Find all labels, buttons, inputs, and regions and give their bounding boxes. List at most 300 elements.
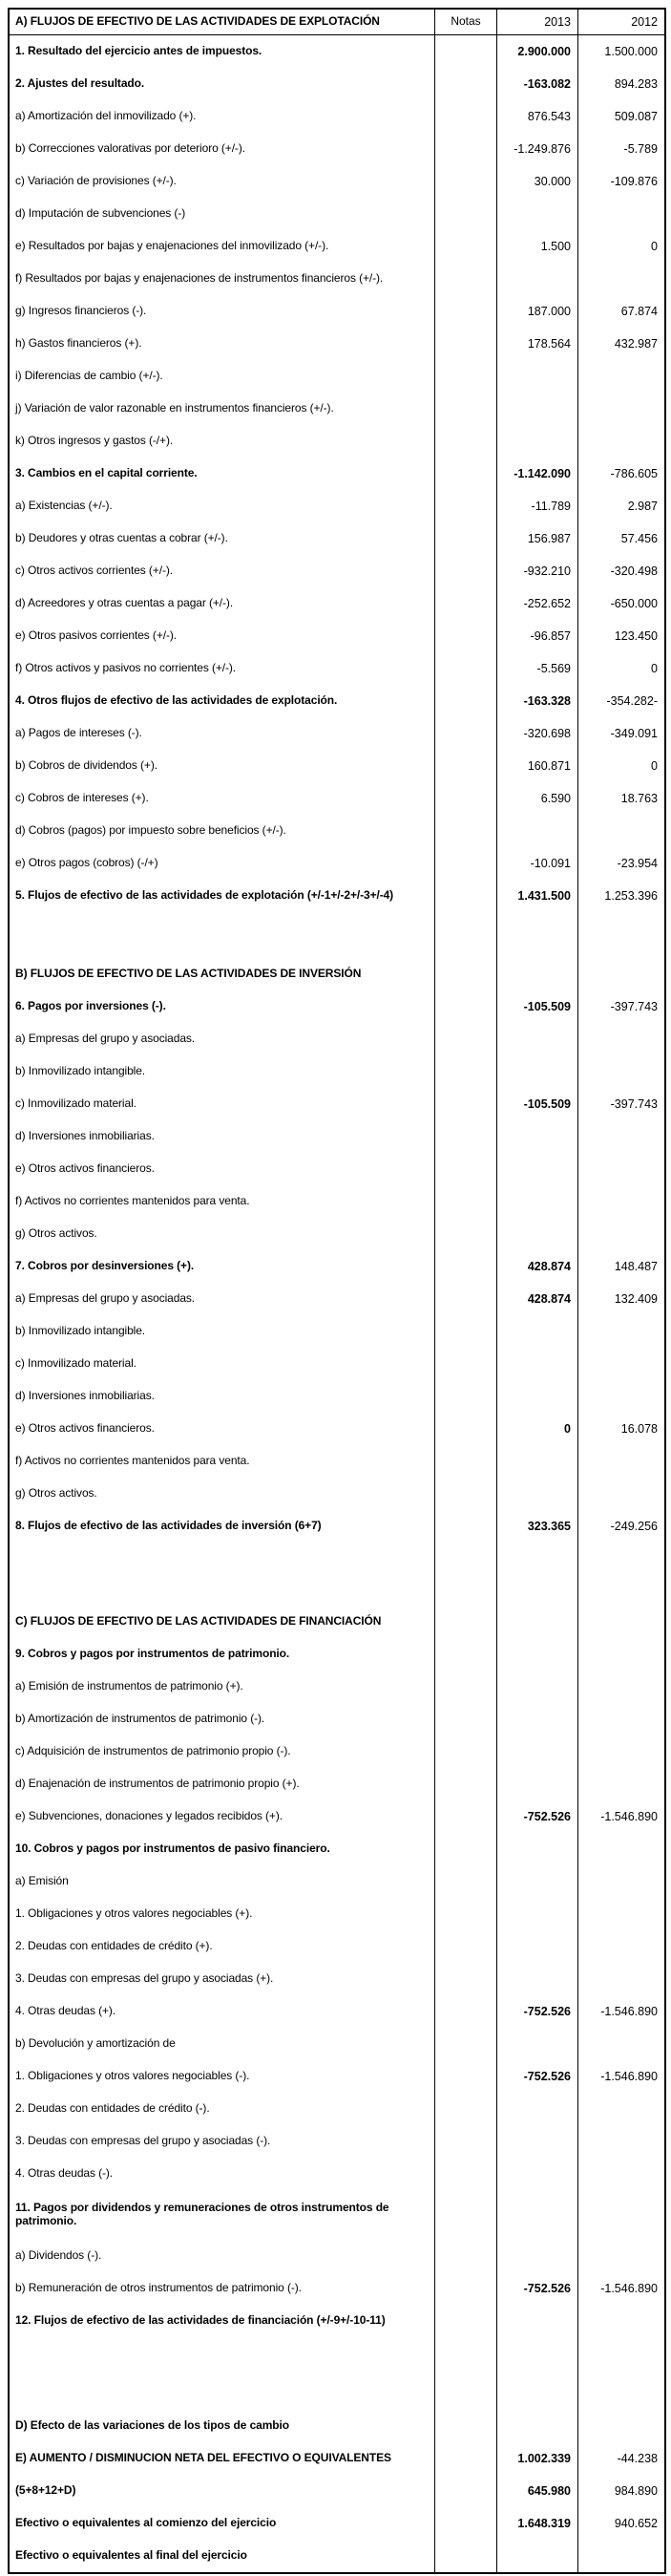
value-2013: 645.980 <box>497 2475 578 2507</box>
value-2013 <box>497 1380 578 1413</box>
value-2013 <box>497 2190 578 2240</box>
value-2012: -786.605 <box>610 466 658 480</box>
value-2012: 57.456 <box>620 531 658 545</box>
value-2013 <box>497 2028 578 2060</box>
row-label: e) Otros activos financieros. <box>10 1413 435 1445</box>
value-2012 <box>578 360 664 393</box>
row-label: e) Otros pasivos corrientes (+/-). <box>10 620 435 652</box>
notas-cell <box>435 2060 497 2093</box>
notas-cell <box>435 587 497 620</box>
value-2012: 1.500.000 <box>604 44 658 58</box>
notas-cell <box>435 458 497 490</box>
row-label: e) Otros pagos (cobros) (-/+) <box>10 847 435 880</box>
row-label: b) Inmovilizado intangible. <box>10 1055 435 1088</box>
table-row <box>10 1120 664 1153</box>
table-row <box>10 2240 664 2272</box>
value-2012 <box>578 1865 664 1898</box>
value-2013 <box>497 958 578 990</box>
notas-cell <box>435 2158 497 2190</box>
row-label: b) Cobros de dividendos (+). <box>10 750 435 782</box>
value-2013: 156.987 <box>497 522 578 555</box>
row-label: d) Cobros (pagos) por impuesto sobre beneficios (+/-). <box>10 815 435 847</box>
value-2012 <box>578 1638 664 1671</box>
value-2013 <box>497 263 578 295</box>
notas-cell <box>435 880 497 912</box>
table-row <box>10 1478 664 1510</box>
row-label: 1. Obligaciones y otros valores negociables (-). <box>10 2060 435 2093</box>
row-label <box>10 2374 435 2410</box>
table-row <box>10 1413 664 1445</box>
table-row <box>10 360 664 393</box>
notas-cell <box>435 1120 497 1153</box>
value-2013: 323.365 <box>497 1510 578 1543</box>
row-label: 2. Deudas con entidades de crédito (-). <box>10 2093 435 2125</box>
value-2012 <box>578 1348 664 1380</box>
spacer-row <box>10 1574 664 1606</box>
value-2013: -105.509 <box>497 990 578 1023</box>
notas-cell <box>435 35 497 68</box>
notas-cell <box>435 2337 497 2374</box>
table-row <box>10 35 664 68</box>
notas-cell <box>435 198 497 230</box>
value-2013 <box>497 1153 578 1185</box>
notas-cell <box>435 2507 497 2540</box>
notas-cell <box>435 685 497 717</box>
row-label: 11. Pagos por dividendos y remuneraciones de otros instrumentos de patrimonio. <box>10 2190 435 2240</box>
value-2012: -23.954 <box>617 856 658 870</box>
notas-cell <box>435 2475 497 2507</box>
value-2012: -44.238 <box>617 2451 658 2465</box>
row-label: 4. Otras deudas (+). <box>10 1995 435 2028</box>
value-2012 <box>578 425 664 458</box>
notas-cell <box>435 295 497 328</box>
notas-cell <box>435 620 497 652</box>
notas-cell <box>435 2240 497 2272</box>
value-2012 <box>578 1671 664 1703</box>
value-2013: 178.564 <box>497 328 578 360</box>
value-2012 <box>578 1963 664 1995</box>
notas-cell <box>435 1995 497 2028</box>
table-row <box>10 2507 664 2540</box>
notas-cell <box>435 100 497 133</box>
notas-cell <box>435 2028 497 2060</box>
notas-cell <box>435 1023 497 1055</box>
notas-cell <box>435 230 497 263</box>
value-2013: 6.590 <box>497 782 578 815</box>
table-row <box>10 1348 664 1380</box>
row-label: c) Variación de provisiones (+/-). <box>10 165 435 198</box>
value-2013 <box>497 1218 578 1250</box>
value-2012 <box>578 2028 664 2060</box>
value-2013 <box>497 2410 578 2442</box>
notas-cell <box>435 1445 497 1478</box>
value-2013 <box>497 2125 578 2158</box>
value-2013 <box>497 2540 578 2572</box>
notas-cell <box>435 1833 497 1865</box>
value-2012: 432.987 <box>614 336 658 351</box>
row-label: f) Otros activos y pasivos no corrientes (+/-). <box>10 652 435 685</box>
row-label: e) Resultados por bajas y enajenaciones del inmovilizado (+/-). <box>10 230 435 263</box>
value-2013: -96.857 <box>497 620 578 652</box>
row-label: e) Otros activos financieros. <box>10 1153 435 1185</box>
value-2013 <box>497 360 578 393</box>
notas-cell <box>435 2374 497 2410</box>
value-2012: -320.498 <box>610 564 658 578</box>
row-label: 2. Deudas con entidades de crédito (+). <box>10 1930 435 1963</box>
row-label: 1. Obligaciones y otros valores negociables (+). <box>10 1898 435 1930</box>
value-2012 <box>578 1735 664 1768</box>
notas-cell <box>435 1671 497 1703</box>
table-row <box>10 1930 664 1963</box>
value-2013: -10.091 <box>497 847 578 880</box>
table-row <box>10 1833 664 1865</box>
col-header-2012: 2012 <box>631 14 658 29</box>
row-label: d) Imputación de subvenciones (-) <box>10 198 435 230</box>
table-row <box>10 815 664 847</box>
value-2012: 1.253.396 <box>604 888 658 903</box>
table-row <box>10 2190 664 2240</box>
value-2012 <box>578 1445 664 1478</box>
table-row <box>10 1315 664 1348</box>
table-row <box>10 990 664 1023</box>
value-2012: 0 <box>651 239 658 253</box>
col-header-notas: Notas <box>435 10 497 34</box>
value-2012: 67.874 <box>620 304 658 318</box>
table-row <box>10 2158 664 2190</box>
notas-cell <box>435 847 497 880</box>
notas-cell <box>435 1510 497 1543</box>
notas-cell <box>435 2540 497 2572</box>
notas-cell <box>435 1055 497 1088</box>
row-label: a) Amortización del inmovilizado (+). <box>10 100 435 133</box>
notas-cell <box>435 1315 497 1348</box>
value-2013 <box>497 1120 578 1153</box>
value-2013 <box>497 2305 578 2337</box>
value-2013: -105.509 <box>497 1088 578 1120</box>
notas-cell <box>435 1606 497 1638</box>
value-2012 <box>578 1120 664 1153</box>
notas-cell <box>435 263 497 295</box>
value-2013 <box>497 1638 578 1671</box>
row-label: 1. Resultado del ejercicio antes de impuestos. <box>10 35 435 68</box>
value-2013: 1.500 <box>497 230 578 263</box>
table-row <box>10 68 664 100</box>
value-2013: 1.002.339 <box>497 2442 578 2475</box>
value-2013: -252.652 <box>497 587 578 620</box>
row-label: d) Inversiones inmobiliarias. <box>10 1120 435 1153</box>
table-row <box>10 1995 664 2028</box>
table-row <box>10 847 664 880</box>
table-row <box>10 1735 664 1768</box>
value-2013: 0 <box>497 1413 578 1445</box>
table-row <box>10 100 664 133</box>
notas-cell <box>435 1768 497 1800</box>
row-label: b) Correcciones valorativas por deterioro (+/-). <box>10 133 435 165</box>
row-label: c) Otros activos corrientes (+/-). <box>10 555 435 587</box>
row-label: a) Empresas del grupo y asociadas. <box>10 1023 435 1055</box>
table-row <box>10 2410 664 2442</box>
notas-cell <box>435 1348 497 1380</box>
row-label: b) Devolución y amortización de <box>10 2028 435 2060</box>
notas-cell <box>435 1478 497 1510</box>
value-2013: 30.000 <box>497 165 578 198</box>
table-row <box>10 2125 664 2158</box>
notas-cell <box>435 1735 497 1768</box>
notas-cell <box>435 425 497 458</box>
col-header-2013: 2013 <box>497 10 578 34</box>
value-2012: 16.078 <box>620 1421 658 1436</box>
value-2013 <box>497 2093 578 2125</box>
row-label: e) Subvenciones, donaciones y legados recibidos (+). <box>10 1800 435 1833</box>
table-row <box>10 2028 664 2060</box>
value-2012: 2.987 <box>627 499 658 513</box>
table-row <box>10 133 664 165</box>
value-2012 <box>578 263 664 295</box>
value-2013 <box>497 1185 578 1218</box>
table-row <box>10 1185 664 1218</box>
table-row <box>10 587 664 620</box>
value-2012: -1.546.890 <box>600 2004 658 2018</box>
table-row <box>10 1153 664 1185</box>
value-2013 <box>497 1865 578 1898</box>
row-label: 5. Flujos de efectivo de las actividades de explotación (+/-1+/-2+/-3+/-4) <box>10 880 435 912</box>
table-row <box>10 1671 664 1703</box>
row-label: 4. Otros flujos de efectivo de las actividades de explotación. <box>10 685 435 717</box>
row-label: E) AUMENTO / DISMINUCION NETA DEL EFECTIVO O EQUIVALENTES <box>10 2442 435 2475</box>
table-header-row <box>10 10 664 35</box>
value-2012: -249.256 <box>610 1519 658 1533</box>
value-2013 <box>497 2374 578 2410</box>
row-label: h) Gastos financieros (+). <box>10 328 435 360</box>
notas-cell <box>435 1088 497 1120</box>
notas-cell <box>435 393 497 425</box>
section-a-title: A) FLUJOS DE EFECTIVO DE LAS ACTIVIDADES DE EXPLOTACIÓN <box>10 10 435 34</box>
table-row <box>10 1606 664 1638</box>
table-row <box>10 295 664 328</box>
value-2013 <box>497 1348 578 1380</box>
notas-cell <box>435 1283 497 1315</box>
row-label: i) Diferencias de cambio (+/-). <box>10 360 435 393</box>
row-label: 10. Cobros y pagos por instrumentos de pasivo financiero. <box>10 1833 435 1865</box>
row-label: d) Enajenación de instrumentos de patrimonio propio (+). <box>10 1768 435 1800</box>
table-row <box>10 1055 664 1088</box>
value-2012: -397.743 <box>610 999 658 1013</box>
table-row <box>10 490 664 522</box>
notas-cell <box>435 1413 497 1445</box>
spacer-row <box>10 1543 664 1574</box>
value-2012 <box>578 1930 664 1963</box>
row-label: g) Otros activos. <box>10 1218 435 1250</box>
notas-cell <box>435 2305 497 2337</box>
value-2013: 428.874 <box>497 1250 578 1283</box>
table-row <box>10 198 664 230</box>
value-2013 <box>497 198 578 230</box>
value-2013 <box>497 425 578 458</box>
row-label: c) Cobros de intereses (+). <box>10 782 435 815</box>
notas-cell <box>435 133 497 165</box>
table-row <box>10 1250 664 1283</box>
row-label: c) Inmovilizado material. <box>10 1088 435 1120</box>
notas-cell <box>435 652 497 685</box>
notas-cell <box>435 782 497 815</box>
row-label: (5+8+12+D) <box>10 2475 435 2507</box>
value-2013: -11.789 <box>497 490 578 522</box>
value-2013 <box>497 1543 578 1574</box>
value-2013 <box>497 2240 578 2272</box>
value-2013: -752.526 <box>497 1995 578 2028</box>
value-2013: -752.526 <box>497 1800 578 1833</box>
value-2012 <box>578 1023 664 1055</box>
table-row <box>10 880 664 912</box>
table-row <box>10 230 664 263</box>
row-label: g) Ingresos financieros (-). <box>10 295 435 328</box>
table-row <box>10 652 664 685</box>
table-row <box>10 2540 664 2572</box>
notas-cell <box>435 1898 497 1930</box>
table-row <box>10 555 664 587</box>
table-row <box>10 1283 664 1315</box>
table-row <box>10 1510 664 1543</box>
spacer-row <box>10 2374 664 2410</box>
row-label: 3. Deudas con empresas del grupo y asociadas (-). <box>10 2125 435 2158</box>
row-label: B) FLUJOS DE EFECTIVO DE LAS ACTIVIDADES DE INVERSIÓN <box>10 958 435 990</box>
row-label: b) Amortización de instrumentos de patrimonio (-). <box>10 1703 435 1735</box>
notas-cell <box>435 2125 497 2158</box>
table-row <box>10 1023 664 1055</box>
value-2012: -397.743 <box>610 1096 658 1111</box>
row-label: c) Adquisición de instrumentos de patrimonio propio (-). <box>10 1735 435 1768</box>
value-2013 <box>497 1671 578 1703</box>
notas-cell <box>435 1218 497 1250</box>
table-row <box>10 1800 664 1833</box>
table-row <box>10 620 664 652</box>
value-2012 <box>578 1380 664 1413</box>
notas-cell <box>435 68 497 100</box>
value-2013: -5.569 <box>497 652 578 685</box>
value-2012: -1.546.890 <box>600 2281 658 2295</box>
value-2012 <box>578 2125 664 2158</box>
value-2013 <box>497 393 578 425</box>
table-row <box>10 685 664 717</box>
notas-cell <box>435 555 497 587</box>
row-label: 4. Otras deudas (-). <box>10 2158 435 2190</box>
notas-cell <box>435 958 497 990</box>
notas-cell <box>435 522 497 555</box>
row-label: d) Inversiones inmobiliarias. <box>10 1380 435 1413</box>
notas-cell <box>435 1703 497 1735</box>
table-row <box>10 2060 664 2093</box>
row-label: Efectivo o equivalentes al final del ejercicio <box>10 2540 435 2572</box>
value-2012 <box>578 1898 664 1930</box>
table-row <box>10 2305 664 2337</box>
value-2012 <box>578 2093 664 2125</box>
value-2012: -349.091 <box>610 726 658 740</box>
value-2012: 940.652 <box>614 2516 658 2530</box>
value-2012 <box>578 1768 664 1800</box>
row-label: g) Otros activos. <box>10 1478 435 1510</box>
notas-cell <box>435 2272 497 2305</box>
row-label: 7. Cobros por desinversiones (+). <box>10 1250 435 1283</box>
value-2013 <box>497 1703 578 1735</box>
row-label: a) Pagos de intereses (-). <box>10 717 435 750</box>
row-label: j) Variación de valor razonable en instrumentos financieros (+/-). <box>10 393 435 425</box>
notas-cell <box>435 1638 497 1671</box>
value-2012: -650.000 <box>610 596 658 610</box>
value-2012: 984.890 <box>614 2483 658 2498</box>
table-row <box>10 1865 664 1898</box>
notas-cell <box>435 1185 497 1218</box>
value-2013: -163.082 <box>497 68 578 100</box>
table-row <box>10 958 664 990</box>
row-label: 3. Cambios en el capital corriente. <box>10 458 435 490</box>
table-row <box>10 1768 664 1800</box>
value-2013 <box>497 912 578 958</box>
value-2013: 2.900.000 <box>497 35 578 68</box>
value-2012 <box>578 2190 664 2240</box>
notas-cell <box>435 1574 497 1606</box>
value-2012 <box>578 1218 664 1250</box>
value-2012 <box>578 1703 664 1735</box>
table-row <box>10 782 664 815</box>
value-2012 <box>578 2305 664 2337</box>
notas-cell <box>435 165 497 198</box>
value-2013: 1.648.319 <box>497 2507 578 2540</box>
notas-cell <box>435 2442 497 2475</box>
value-2012: -109.876 <box>610 174 658 188</box>
table-row <box>10 458 664 490</box>
value-2012 <box>578 1606 664 1638</box>
notas-cell <box>435 1153 497 1185</box>
row-label: f) Activos no corrientes mantenidos para venta. <box>10 1185 435 1218</box>
table-row <box>10 522 664 555</box>
table-row <box>10 717 664 750</box>
value-2012: -354.282- <box>606 693 658 708</box>
row-label: b) Remuneración de otros instrumentos de patrimonio (-). <box>10 2272 435 2305</box>
value-2013: 1.431.500 <box>497 880 578 912</box>
value-2013: 876.543 <box>497 100 578 133</box>
table-row <box>10 2272 664 2305</box>
table-row <box>10 1380 664 1413</box>
value-2012 <box>578 2337 664 2374</box>
row-label <box>10 2337 435 2374</box>
table-row <box>10 2442 664 2475</box>
value-2013 <box>497 1055 578 1088</box>
value-2013: -932.210 <box>497 555 578 587</box>
value-2013 <box>497 1574 578 1606</box>
value-2012 <box>578 1478 664 1510</box>
notas-cell <box>435 815 497 847</box>
notas-cell <box>435 1963 497 1995</box>
value-2012: -1.546.890 <box>600 2069 658 2083</box>
value-2012: 148.487 <box>614 1259 658 1273</box>
value-2012 <box>578 958 664 990</box>
value-2012 <box>578 2540 664 2572</box>
row-label: b) Deudores y otras cuentas a cobrar (+/-). <box>10 522 435 555</box>
value-2013 <box>497 1445 578 1478</box>
table-row <box>10 2093 664 2125</box>
row-label: 9. Cobros y pagos por instrumentos de patrimonio. <box>10 1638 435 1671</box>
notas-cell <box>435 1930 497 1963</box>
value-2012 <box>578 1574 664 1606</box>
value-2013 <box>497 1023 578 1055</box>
value-2013 <box>497 1833 578 1865</box>
table-row <box>10 750 664 782</box>
value-2012 <box>578 198 664 230</box>
table-row <box>10 425 664 458</box>
row-label: 8. Flujos de efectivo de las actividades de inversión (6+7) <box>10 1510 435 1543</box>
value-2013 <box>497 1898 578 1930</box>
value-2012 <box>578 1185 664 1218</box>
